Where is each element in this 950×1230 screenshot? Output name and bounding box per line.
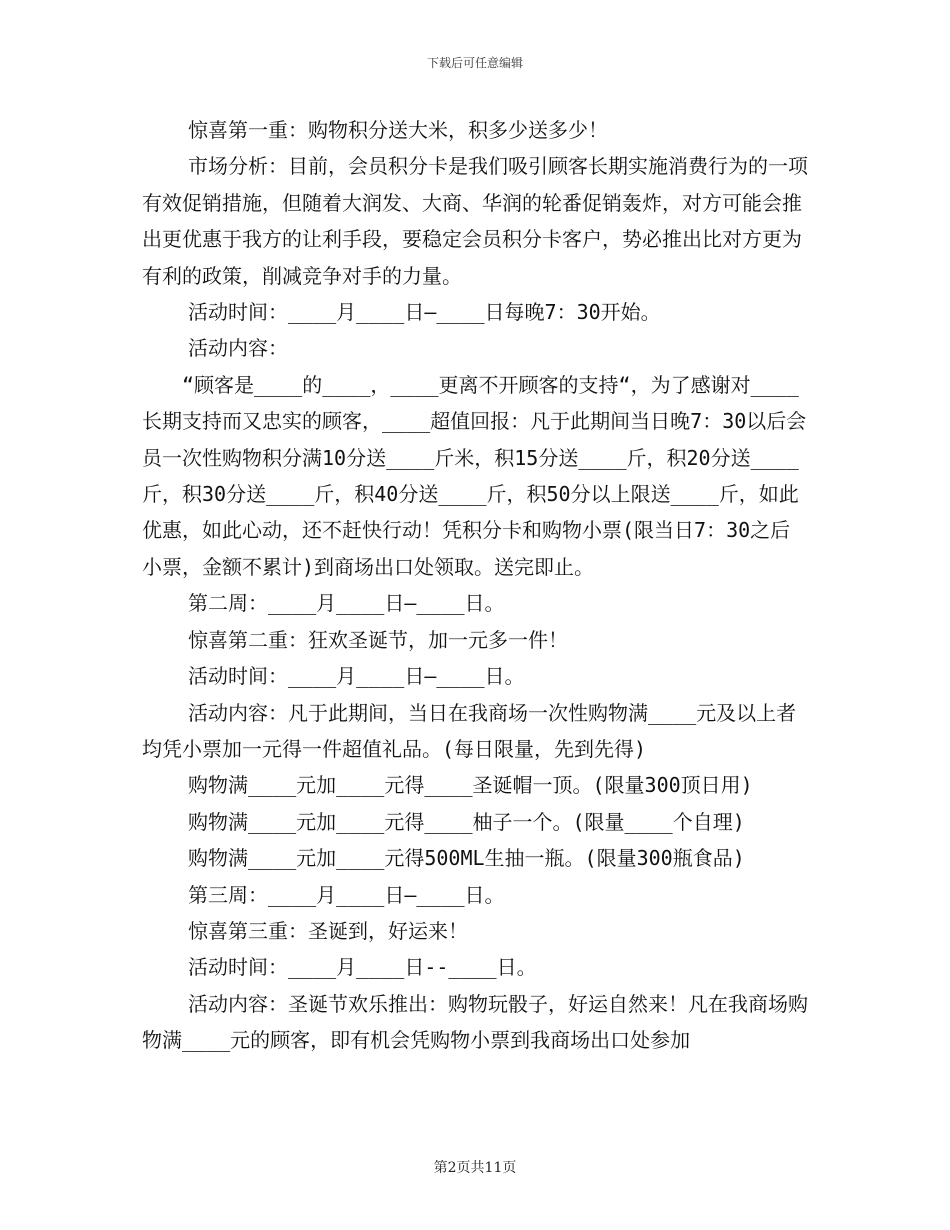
paragraph: 第三周：____月____日—____日。 bbox=[188, 882, 505, 907]
paragraph: 购物满____元加____元得____柚子一个。(限量____个自理) bbox=[188, 809, 745, 834]
paragraph: 购物满____元加____元得500ML生抽一瓶。(限量300瓶食品) bbox=[188, 846, 745, 871]
paragraph: 活动时间：____月____日—____日每晚7：30开始。 bbox=[188, 300, 661, 325]
paragraph: 市场分析：目前，会员积分卡是我们吸引顾客长期实施消费行为的一项有效促销措施，但随着大润发、大商、华润的轮番促销轰炸，对方可能会推出更优惠于我方的让利手段，要稳定会员积分卡客户，势必推出比对方更为有利的政策，削减竞争对手的力量。 bbox=[142, 154, 808, 288]
paragraph: 活动内容： bbox=[188, 336, 288, 361]
page-header: 下载后可任意编辑 bbox=[426, 56, 523, 70]
paragraph: 购物满____元加____元得____圣诞帽一顶。(限量300顶日用) bbox=[188, 773, 753, 798]
paragraph: 活动内容：圣诞节欢乐推出：购物玩骰子，好运自然来！凡在我商场购物满____元的顾客，即有机会凭购物小票到我商场出口处参加 bbox=[142, 991, 808, 1053]
paragraph: 活动时间：____月____日—____日。 bbox=[188, 664, 525, 689]
paragraph: “顾客是____的____，____更离不开顾客的支持“，为了感谢对____长期支持而又忠实的顾客，____超值回报：凡于此期间当日晚7：30以后会员一次性购物积分满10分送____斤米，积15分送____斤，积20分送____斤，积30分送____斤，积40分送____斤，积50分以上限送____斤，如此优惠，如此心动，还不赶快行动！凭积分卡和购物小票(限当日7：30之后小票，金额不累计)到商场出口处领取。送完即止。 bbox=[142, 372, 807, 579]
paragraph: 惊喜第一重：购物积分送大米，积多少送多少！ bbox=[188, 118, 608, 142]
paragraph: 惊喜第三重：圣诞到，好运来！ bbox=[188, 918, 468, 943]
paragraph: 活动内容：凡于此期间，当日在我商场一次性购物满____元及以上者均凭小票加一元得一件超值礼品。(每日限量，先到先得) bbox=[142, 700, 797, 761]
paragraph: 第二周：____月____日—____日。 bbox=[188, 591, 505, 616]
document-body bbox=[142, 112, 810, 1059]
page-footer: 第2页共11页 bbox=[433, 1160, 517, 1176]
paragraph: 惊喜第二重：狂欢圣诞节，加一元多一件！ bbox=[188, 627, 568, 652]
paragraph: 活动时间：____月____日--____日。 bbox=[188, 955, 537, 980]
